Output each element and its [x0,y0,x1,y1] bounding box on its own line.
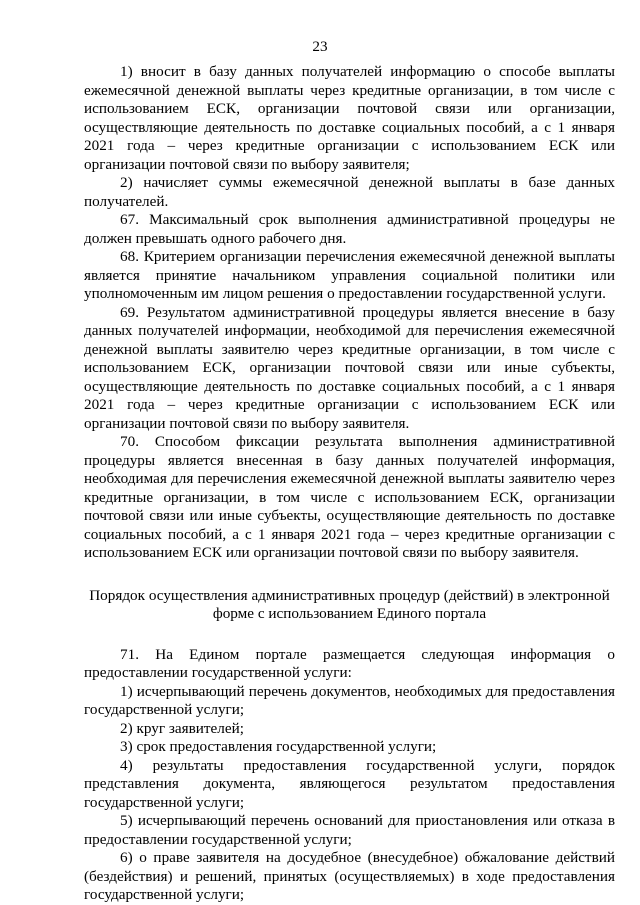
section-heading: Порядок осуществления административных процедур (действий) в электронной форме с использованием Единого портала [89,586,610,622]
paragraph-2-accrual: 2) начисляет суммы ежемесячной денежной выплаты в базе данных получателей. [84,174,615,210]
paragraph-67: 67. Максимальный срок выполнения административной процедуры не должен превышать одного рабочего дня. [84,211,615,247]
paragraph-69: 69. Результатом административной процедуры является внесение в базу данных получателей информации, необходимой для перечисления ежемесячной денежной выплаты заявителю через кредитные организации, в том числе с использованием ЕСК, организации почтовой связи или иные субъекты, осуществляющие деятельность по доставке социальных пособий, а с 1 января 2021 года – через кредитные организации с использованием ЕСК или организации почтовой связи по выбору заявителя. [84,303,615,432]
list-item-applicants: 2) круг заявителей; [120,719,244,737]
page-number: 23 [312,38,328,55]
list-item-term: 3) срок предоставления государственной услуги; [120,738,437,755]
list-item-appeal-right: 6) о праве заявителя на досудебное (внесудебное) обжалование действий (бездействия) и решений, принятых (осуществляемых) в ходе предоставления государственной услуги; [84,849,615,903]
document-body [84,63,615,905]
list-item-results: 4) результаты предоставления государственной услуги, порядок представления документа, являющегося результатом предоставления государственной услуги; [84,756,615,811]
list-item-refusal-grounds: 5) исчерпывающий перечень оснований для приостановления или отказа в предоставлении государственной услуги; [84,812,615,848]
list-item-documents: 1) исчерпывающий перечень документов, необходимых для предоставления государственной услуги; [84,682,615,718]
paragraph-71: 71. На Едином портале размещается следующая информация о предоставлении государственной услуги: [84,645,615,681]
paragraph-70: 70. Способом фиксации результата выполнения административной процедуры является внесенная в базу данных получателей информация, необходимая для перечисления ежемесячной денежной выплаты заявителю через кредитные организации, в том числе с использованием ЕСК, организации почтовой связи или иные субъекты, осуществляющие деятельность по доставке социальных пособий, а с 1 января 2021 года – через кредитные организации с использованием ЕСК или организации почтовой связи по выбору заявителя. [84,433,615,561]
paragraph-68: 68. Критерием организации перечисления ежемесячной денежной выплаты является принятие начальником управления социальной политики или уполномоченным им лицом решения о предоставлении государственной услуги. [84,248,615,302]
paragraph-1-info-entry: 1) вносит в базу данных получателей информацию о способе выплаты ежемесячной денежной выплаты через кредитные организации, в том числе с использованием ЕСК, организации почтовой связи или организации, осуществляющие деятельность по доставке социальных пособий, а с 1 января 2021 года – через кредитные организации с использованием ЕСК или организации почтовой связи по выбору заявителя; [84,63,615,173]
